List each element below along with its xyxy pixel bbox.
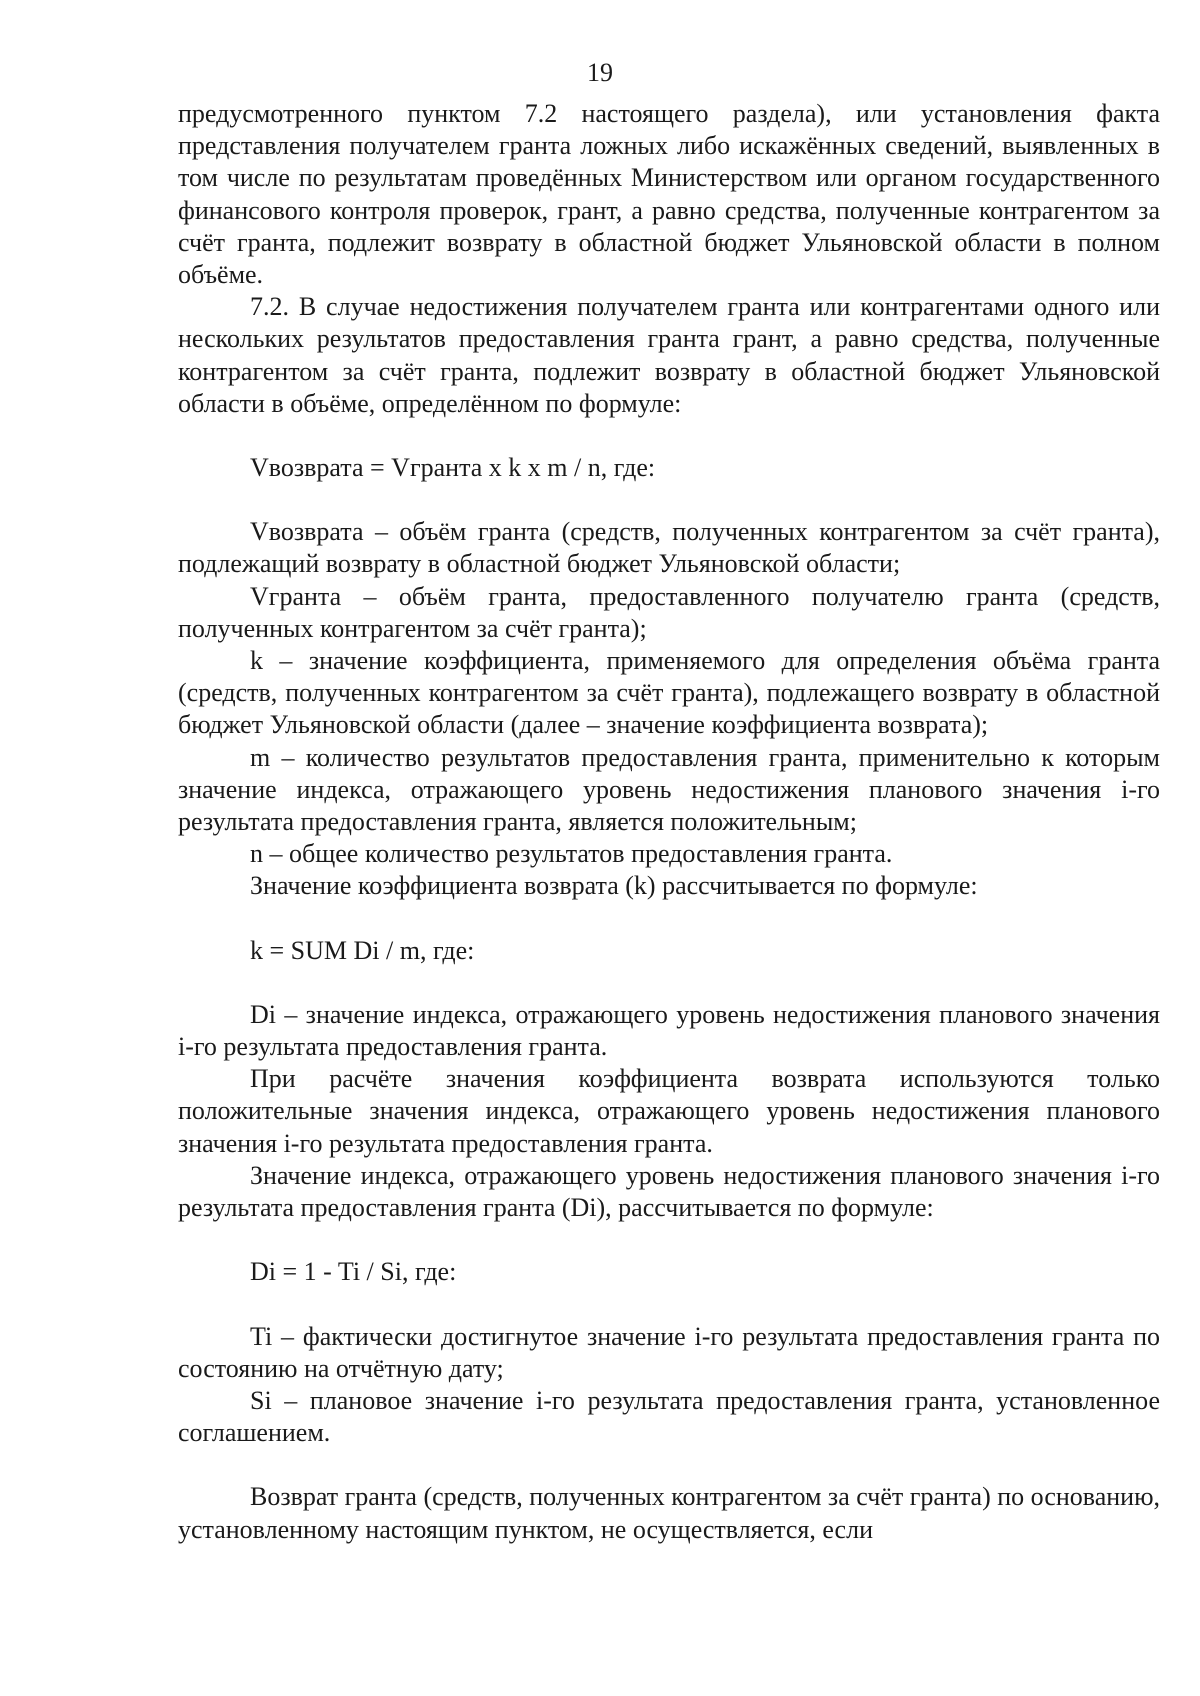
paragraph-positive-values: При расчёте значения коэффициента возврата используются только положительные значения индекса, отражающего уровень недостижения планового значения i-го результата предоставления гранта. bbox=[178, 1064, 1160, 1158]
definition-k: k – значение коэффициента, применяемого для определения объёма гранта (средств, полученных контрагентом за счёт гранта), подлежащего возврату в областной бюджет Ульяновской области (далее – значение коэффициента возврата); bbox=[178, 646, 1160, 740]
definition-v-return: Vвозврата – объём гранта (средств, полученных контрагентом за счёт гранта), подлежащий возврату в областной бюджет Ульяновской области; bbox=[178, 517, 1160, 579]
definition-n: n – общее количество результатов предоставления гранта. bbox=[250, 839, 893, 869]
paragraph-return-exception: Возврат гранта (средств, полученных контрагентом за счёт гранта) по основанию, установленному настоящим пунктом, не осуществляется, если bbox=[178, 1482, 1160, 1544]
definition-m: m – количество результатов предоставления гранта, применительно к которым значение индекса, отражающего уровень недостижения планового значения i-го результата предоставления гранта, является положительным; bbox=[178, 742, 1160, 837]
definition-si: Si – плановое значение i-го результата предоставления гранта, установленное соглашением. bbox=[178, 1385, 1160, 1448]
definition-di: Di – значение индекса, отражающего уровень недостижения планового значения i-го результата предоставления гранта. bbox=[178, 999, 1160, 1062]
formula-k: k = SUM Di / m, где: bbox=[250, 935, 475, 965]
paragraph-di-intro: Значение индекса, отражающего уровень недостижения планового значения i-го результата предоставления гранта (Di), рассчитывается по формуле: bbox=[178, 1160, 1160, 1223]
paragraph-k-intro: Значение коэффициента возврата (k) рассчитывается по формуле: bbox=[250, 871, 978, 901]
definition-ti: Ti – фактически достигнутое значение i-го результата предоставления гранта по состоянию на отчётную дату; bbox=[178, 1321, 1160, 1383]
formula-di: Di = 1 - Ti / Si, где: bbox=[250, 1257, 457, 1287]
definition-v-grant: Vгранта – объём гранта, предоставленного получателю гранта (средств, полученных контрагентом за счёт гранта); bbox=[178, 581, 1160, 643]
paragraph-continuation: предусмотренного пунктом 7.2 настоящего раздела), или установления факта представления получателем гранта ложных либо искажённых сведений, выявленных в том числе по результатам проведённых Министерством или органом государственного финансового контроля проверок, грант, а равно средства, полученные контрагентом за счёт гранта, подлежит возврату в областной бюджет Ульяновской области в полном объёме. bbox=[178, 99, 1160, 290]
document-body bbox=[178, 98, 1160, 1546]
formula-v-return: Vвозврата = Vгранта x k x m / n, где: bbox=[250, 453, 656, 483]
page-number: 19 bbox=[587, 58, 613, 87]
paragraph-7-2: 7.2. В случае недостижения получателем гранта или контрагентами одного или нескольких результатов предоставления гранта грант, а равно средства, полученные контрагентом за счёт гранта, подлежит возврату в областной бюджет Ульяновской области в объёме, определённом по формуле: bbox=[178, 292, 1160, 418]
